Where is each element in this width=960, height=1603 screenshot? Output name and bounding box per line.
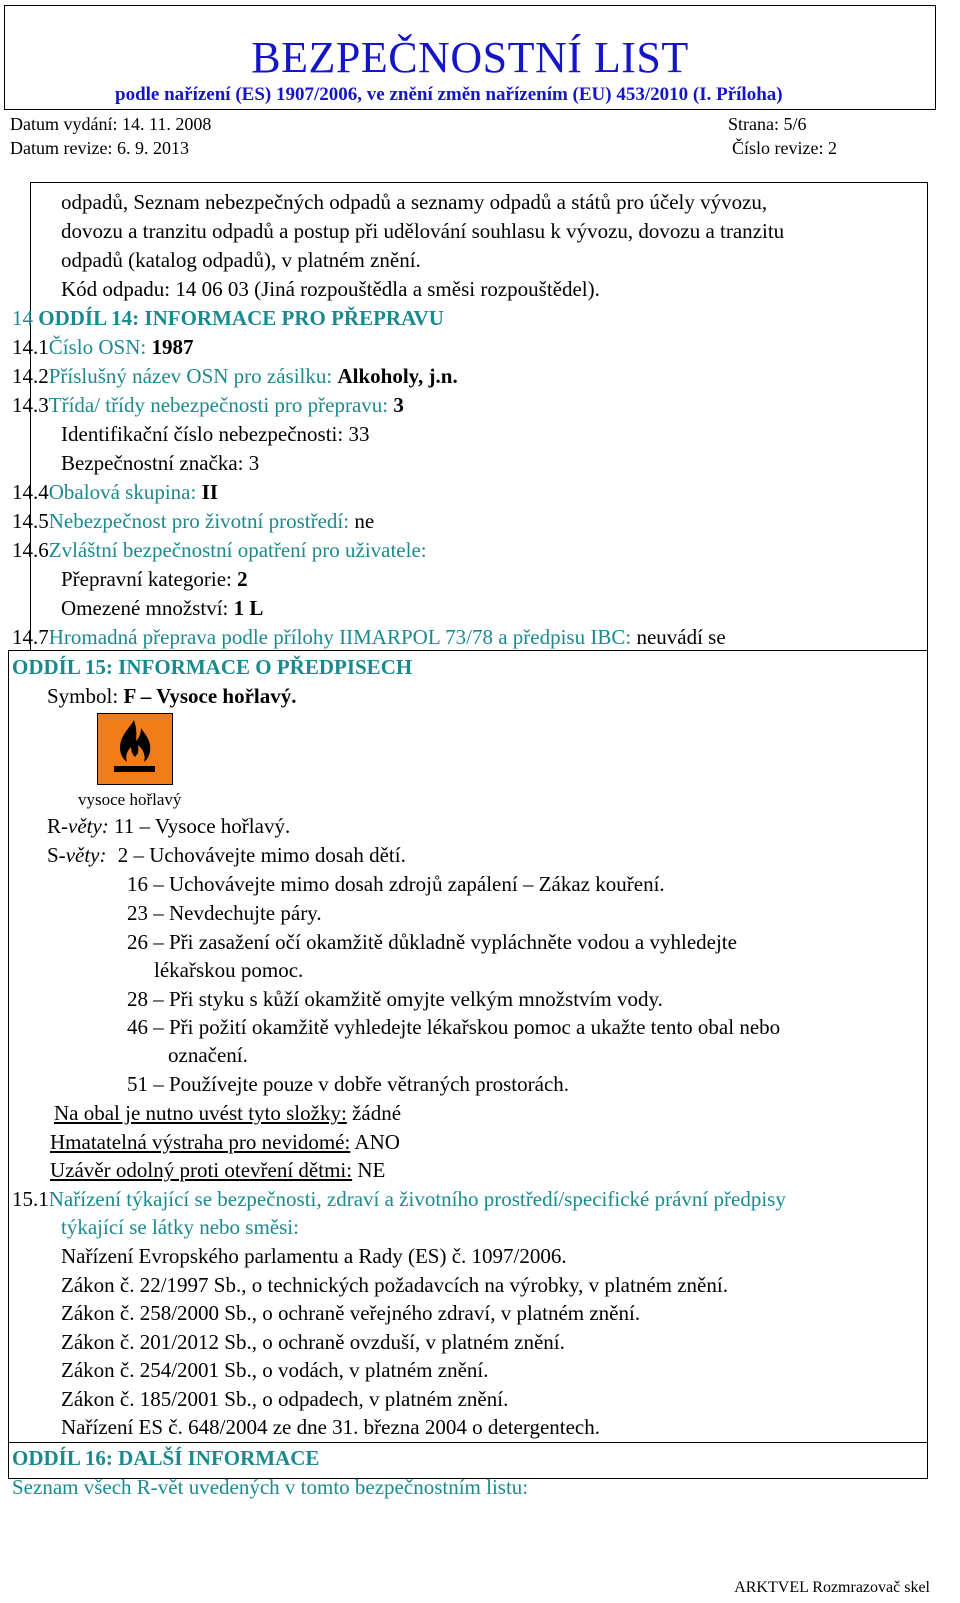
item-label: Číslo OSN: <box>48 335 147 359</box>
symbol-line <box>47 683 297 709</box>
s-phrase-2: 2 – Uchovávejte mimo dosah dětí. <box>117 843 406 867</box>
item-value: Alkoholy, j.n. <box>337 364 458 388</box>
sec13-line-2: dovozu a tranzitu odpadů a postup při udělování souhlasu k vývozu, dovozu a tranzitu <box>61 219 785 243</box>
page-subtitle: podle nařízení (ES) 1907/2006, ve znění změn nařízením (EU) 453/2010 (I. Příloha) <box>115 84 783 105</box>
child-resistant-closure <box>50 1157 385 1183</box>
s-phrases <box>47 842 406 868</box>
limited-quantity <box>61 595 263 621</box>
item-14-2 <box>12 363 458 389</box>
body-top-border <box>30 182 928 183</box>
item-15-1-cont: týkající se látky nebo směsi: <box>61 1215 299 1239</box>
pictogram-caption: vysoce hořlavý <box>78 790 182 809</box>
transport-category <box>61 566 248 592</box>
item-value: ne <box>354 509 375 533</box>
r-phrase-text: 11 – Vysoce hořlavý. <box>114 814 291 838</box>
field-value: 2 <box>237 567 248 591</box>
s-label-suffix: věty: <box>65 843 107 867</box>
section-14-number: 14 <box>12 306 33 330</box>
item-label: Třída/ třídy nebezpečnosti pro přepravu: <box>48 393 389 417</box>
item-value: neuvádí se <box>636 625 726 649</box>
item-14-3 <box>12 392 404 418</box>
item-label: Obalová skupina: <box>48 480 197 504</box>
item-value: 1987 <box>151 335 194 359</box>
field-label: Na obal je nutno uvést tyto složky: <box>54 1101 347 1125</box>
field-label: Symbol: <box>47 684 119 708</box>
section-14-title: ODDÍL 14: INFORMACE PRO PŘEPRAVU <box>38 306 444 330</box>
law-item: Zákon č. 254/2001 Sb., o vodách, v platném znění. <box>61 1358 489 1382</box>
waste-code: Kód odpadu: 14 06 03 (Jiná rozpouštědla a směsi rozpouštědel). <box>61 277 600 301</box>
item-label: Zvláštní bezpečnostní opatření pro uživatele: <box>48 538 427 562</box>
s-phrase-26-cont: lékařskou pomoc. <box>154 958 304 982</box>
field-value: ANO <box>354 1130 400 1154</box>
item-num: 14.6 <box>12 538 49 562</box>
s-phrase-16: 16 – Uchovávejte mimo dosah zdrojů zapálení – Zákaz kouření. <box>127 872 665 896</box>
s-phrase-51: 51 – Používejte pouze v dobře větraných prostorách. <box>127 1072 570 1096</box>
s-label-prefix: S- <box>47 843 66 867</box>
tactile-warning <box>50 1129 400 1155</box>
item-14-6 <box>12 537 427 563</box>
item-14-4 <box>12 479 218 505</box>
item-num: 14.1 <box>12 335 49 359</box>
law-item: Zákon č. 201/2012 Sb., o ochraně ovzduší, v platném znění. <box>61 1330 565 1354</box>
page-title: BEZPEČNOSTNÍ LIST <box>251 33 689 82</box>
field-label: Omezené množství: <box>61 596 229 620</box>
section-15-title: ODDÍL 15: INFORMACE O PŘEDPISECH <box>12 655 413 679</box>
issue-date: Datum vydání: 14. 11. 2008 <box>10 114 212 134</box>
r-label-prefix: R- <box>47 814 68 838</box>
s-phrase-23: 23 – Nevdechujte páry. <box>127 901 322 925</box>
field-value: F – Vysoce hořlavý. <box>123 684 297 708</box>
item-15-1 <box>12 1186 786 1212</box>
field-value: žádné <box>352 1101 402 1125</box>
law-item: Zákon č. 258/2000 Sb., o ochraně veřejného zdraví, v platném znění. <box>61 1301 641 1325</box>
item-num: 14.2 <box>12 364 49 388</box>
r-phrase-list-heading: Seznam všech R-vět uvedených v tomto bezpečnostním listu: <box>12 1475 529 1499</box>
sec13-line-3: odpadů (katalog odpadů), v platném znění. <box>61 248 421 272</box>
revision-number: Číslo revize: 2 <box>732 138 837 158</box>
item-14-7 <box>12 624 726 650</box>
field-label: Přepravní kategorie: <box>61 567 232 591</box>
r-label-suffix: věty: <box>68 814 109 838</box>
safety-label: Bezpečnostní značka: 3 <box>61 451 260 475</box>
revision-date: Datum revize: 6. 9. 2013 <box>10 138 189 158</box>
law-item: Zákon č. 22/1997 Sb., o technických požadavcích na výrobky, v platném znění. <box>61 1273 728 1297</box>
item-14-1 <box>12 334 193 360</box>
law-item: Zákon č. 185/2001 Sb., o odpadech, v platném znění. <box>61 1387 509 1411</box>
sec13-line-1: odpadů, Seznam nebezpečných odpadů a seznamy odpadů a států pro účely vývozu, <box>61 190 768 214</box>
item-num: 14.7 <box>12 625 49 649</box>
page-number: Strana: 5/6 <box>728 114 807 134</box>
s-phrase-46: 46 – Při požití okamžitě vyhledejte lékařskou pomoc a ukažte tento obal nebo <box>127 1015 781 1039</box>
divider-sec15 <box>8 650 928 651</box>
item-14-5 <box>12 508 374 534</box>
s-phrase-28: 28 – Při styku s kůží okamžitě omyjte velkým množstvím vody. <box>127 987 663 1011</box>
item-num: 15.1 <box>12 1187 49 1211</box>
s-phrase-26: 26 – Při zasažení očí okamžitě důkladně vypláchněte vodou a vyhledejte <box>127 930 737 954</box>
item-num: 14.3 <box>12 393 49 417</box>
body-right-border <box>927 182 928 1478</box>
flame-hazard-icon <box>97 713 173 785</box>
section-16-title: ODDÍL 16: DALŠÍ INFORMACE <box>12 1446 320 1470</box>
footer-product-name: ARKTVEL Rozmrazovač skel <box>734 1579 930 1596</box>
hazard-id-number: Identifikační číslo nebezpečnosti: 33 <box>61 422 370 446</box>
field-value: 1 L <box>233 596 264 620</box>
item-label: Hromadná přeprava podle přílohy IIMARPOL 73/78 a předpisu IBC: <box>48 625 632 649</box>
item-label: Nařízení týkající se bezpečnosti, zdraví a životního prostředí/specifické právní předpisy <box>48 1187 786 1211</box>
law-item: Nařízení ES č. 648/2004 ze dne 31. března 2004 o detergentech. <box>61 1415 601 1439</box>
law-item: Nařízení Evropského parlamentu a Rady (ES) č. 1097/2006. <box>61 1244 567 1268</box>
body-left-border-lower <box>8 650 9 1478</box>
s-phrase-46-cont: označení. <box>168 1043 248 1067</box>
item-value: II <box>201 480 218 504</box>
field-value: NE <box>357 1158 386 1182</box>
divider-sec16 <box>8 1442 928 1443</box>
field-label: Uzávěr odolný proti otevření dětmi: <box>50 1158 353 1182</box>
r-phrases <box>47 813 290 839</box>
field-label: Hmatatelná výstraha pro nevidomé: <box>50 1130 351 1154</box>
packaging-components <box>54 1100 401 1126</box>
section-14-heading <box>12 305 444 331</box>
item-label: Příslušný název OSN pro zásilku: <box>48 364 333 388</box>
item-label: Nebezpečnost pro životní prostředí: <box>48 509 350 533</box>
item-num: 14.4 <box>12 480 49 504</box>
item-value: 3 <box>393 393 404 417</box>
item-num: 14.5 <box>12 509 49 533</box>
